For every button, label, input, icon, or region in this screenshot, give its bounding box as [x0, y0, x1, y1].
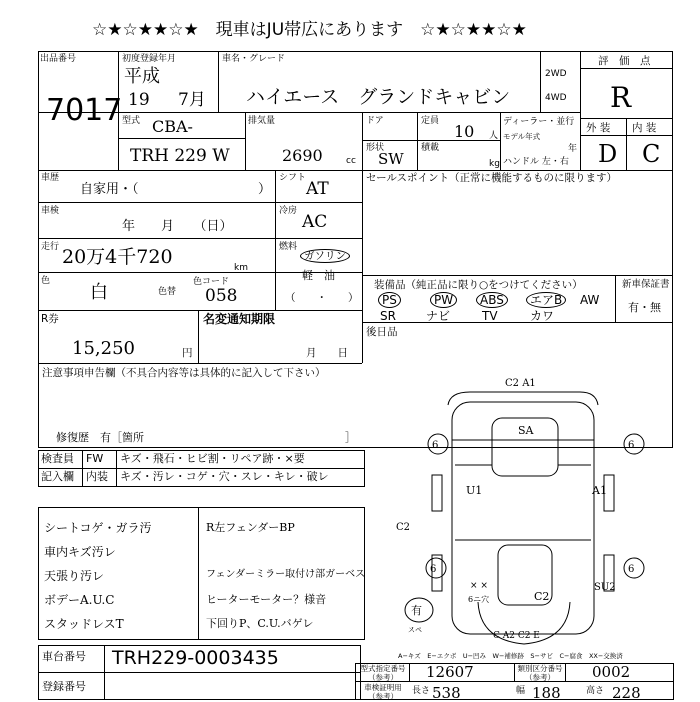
drive-4wd: 4WD	[545, 93, 567, 103]
displacement-label: 排気量	[248, 116, 276, 126]
interior-grade: C	[642, 140, 661, 168]
equipment-item: AW	[580, 293, 600, 307]
fuel-label: 燃料	[279, 242, 298, 252]
tire-fr-mark: 6	[628, 440, 635, 451]
history-label: 車歴	[41, 173, 60, 183]
reg-year-label: 初度登録年月	[122, 54, 177, 64]
reg-year: 19	[128, 90, 150, 110]
left-mark: U1	[466, 484, 483, 497]
inspector-label: 検査員	[41, 452, 74, 465]
notes-label: 注意事項申告欄（不具合内容等は具体的に記入して下さい）	[42, 367, 326, 379]
rear-items-label: 後日品	[366, 326, 398, 338]
history-close: ）	[258, 182, 272, 197]
top-mark: C2 A1	[505, 378, 536, 389]
spare-yes-mark: 有	[411, 604, 422, 617]
width-label: 幅	[516, 686, 526, 696]
load-unit: kg	[489, 159, 500, 169]
displacement-unit: cc	[346, 156, 356, 166]
equipment-label: 装備品（純正品に限り○をつけてください）	[374, 279, 583, 291]
interior-label: 内 装	[632, 122, 657, 134]
color-code-value: 058	[205, 286, 238, 306]
rear-left-mark: 6ニ穴	[468, 595, 490, 604]
remark-line: シートコゲ・ガラ汚	[44, 521, 152, 535]
remark-right-line: R左フェンダーBP	[206, 521, 295, 534]
recycle-amount: 15,250	[72, 338, 135, 359]
width-value: 188	[532, 684, 561, 702]
entry-label: 記入欄	[41, 470, 74, 483]
remark-line: スタッドレスT	[44, 617, 124, 631]
equipment-item: ABS	[476, 294, 508, 306]
drive-2wd: 2WD	[545, 69, 567, 79]
length-label: 長さ	[412, 686, 431, 696]
spare-sub-mark: スペ	[408, 626, 422, 634]
capacity-value: 10	[454, 122, 475, 141]
fuel-other: （ ・ ）	[285, 292, 359, 304]
equipment-item: カワ	[530, 309, 555, 323]
category-value: 0002	[592, 663, 631, 681]
rear-mark: C2	[534, 590, 550, 603]
height-label: 高さ	[586, 686, 605, 696]
front-mark: SA	[518, 424, 534, 437]
chassis-label: 車台番号	[42, 650, 86, 663]
shape-value: SW	[378, 150, 404, 168]
check-row2: キズ・汚レ・コゲ・穴・スレ・キレ・破レ	[120, 470, 329, 483]
history-value: 自家用・（	[80, 182, 139, 197]
color-change-label: 色替	[158, 287, 177, 297]
shape-label: 形状	[366, 143, 385, 153]
model-code: TRH 229 W	[130, 146, 230, 166]
lot-label: 出品番号	[40, 54, 77, 64]
car-name: ハイエース グランドキャビン	[246, 86, 511, 108]
inspection-fields: 年 月 （日）	[122, 219, 233, 234]
lot-number: 7017	[46, 93, 123, 128]
check-interior: 内装	[86, 470, 108, 483]
name-label: 車名・グレード	[222, 54, 286, 64]
sales-label: セールスポイント（正常に機能するものに限ります）	[366, 172, 618, 184]
grade-label: 評 価 点	[598, 55, 651, 67]
door-label: ドア	[366, 116, 384, 126]
type-cert-value: 12607	[426, 663, 474, 681]
cooling-value: AC	[302, 212, 328, 232]
recycle-unit: 円	[182, 347, 193, 359]
size-label: 車検証明用（参考）	[364, 683, 402, 701]
model-year-unit: 年	[568, 144, 578, 154]
right-mark: A1	[592, 484, 607, 497]
capacity-unit: 人	[489, 131, 499, 141]
rear-x-mark: × ×	[470, 581, 488, 591]
equipment-item: SR	[380, 309, 396, 323]
equipment-item: PS	[378, 294, 401, 306]
remark-line: 車内キズ汚レ	[44, 545, 116, 559]
tire-rl-mark: 6	[430, 564, 437, 575]
chassis-value: TRH229-0003435	[112, 647, 279, 669]
shift-value: AT	[306, 179, 329, 199]
exterior-label: 外 装	[586, 122, 611, 134]
remark-right-line: ヒーターモーター？様音	[206, 593, 327, 606]
equipment-item: PW	[430, 294, 457, 306]
height-value: 228	[612, 684, 641, 702]
legend: A−キズ E−エクボ U−凹み W−補修跡 S−サビ C−腐食 XX−交換済	[398, 652, 623, 660]
remark-line: ボデーA.U.C	[44, 593, 115, 607]
inspection-label: 車検	[41, 206, 60, 216]
warranty-value: 有・無	[628, 301, 661, 314]
equipment-item: エアB	[526, 294, 566, 306]
name-change-label: 名変通知期限	[203, 312, 276, 326]
model-year-label: モデル年式	[503, 132, 541, 141]
equipment-item: ナビ	[426, 309, 451, 323]
shift-label: シフト	[279, 173, 307, 183]
tire-fl-mark: 6	[432, 440, 439, 451]
fuel-diesel: 軽 油	[302, 269, 335, 282]
model-label: 型式	[122, 116, 141, 126]
dealer-label: ディーラー・並行	[503, 117, 575, 127]
rear-right-mark: SU2	[594, 582, 616, 593]
color-value: 白	[90, 282, 108, 303]
load-label: 積載	[421, 143, 440, 153]
type-cert-label: 型式指定番号（参考）	[360, 664, 406, 682]
mileage-label: 走行	[41, 242, 60, 252]
left-side-mark: C2	[396, 522, 411, 533]
color-code-label: 色コード	[193, 277, 230, 287]
tire-rr-mark: 6	[628, 564, 635, 575]
mileage-unit: km	[234, 263, 248, 273]
reg-month: 7月	[178, 90, 206, 110]
color-label: 色	[41, 276, 51, 286]
remark-line: 天張り汚レ	[44, 569, 105, 583]
repair-close: ］	[345, 431, 356, 444]
bottom-mark: C A2 C2 E	[493, 631, 540, 641]
repair-label: 修復歴 有［箇所	[56, 431, 144, 444]
exterior-grade: D	[598, 140, 618, 168]
header-banner: ☆★☆★★☆★ 現車はJU帯広にあります ☆★☆★★☆★	[92, 20, 527, 40]
model-prefix: CBA-	[152, 117, 193, 136]
handle-label: ハンドル 左・右	[503, 157, 569, 167]
length-value: 538	[432, 684, 461, 702]
name-change-fields: 月 日	[306, 347, 348, 359]
era: 平成	[124, 66, 160, 87]
category-label: 類別区分番号（参考）	[517, 664, 563, 682]
cooling-label: 冷房	[279, 206, 298, 216]
capacity-label: 定員	[421, 116, 440, 126]
warranty-label: 新車保証書	[622, 279, 670, 290]
fuel-gas: ガソリン	[300, 250, 350, 262]
equipment-item: TV	[482, 309, 498, 323]
remark-right-line: フェンダーミラー取付け部ガーベス	[206, 569, 366, 580]
remark-right-line: 下回りP、C.U.バゲレ	[206, 617, 314, 630]
grade-value: R	[610, 81, 632, 114]
check-fw: FW	[86, 452, 104, 465]
reg-number-label: 登録番号	[42, 680, 86, 693]
mileage-value: 20万4千720	[62, 246, 173, 268]
recycle-label: R券	[41, 313, 59, 325]
check-row1: キズ・飛石・ヒビ割・リペア跡・×要	[120, 452, 305, 465]
displacement-value: 2690	[282, 146, 323, 165]
